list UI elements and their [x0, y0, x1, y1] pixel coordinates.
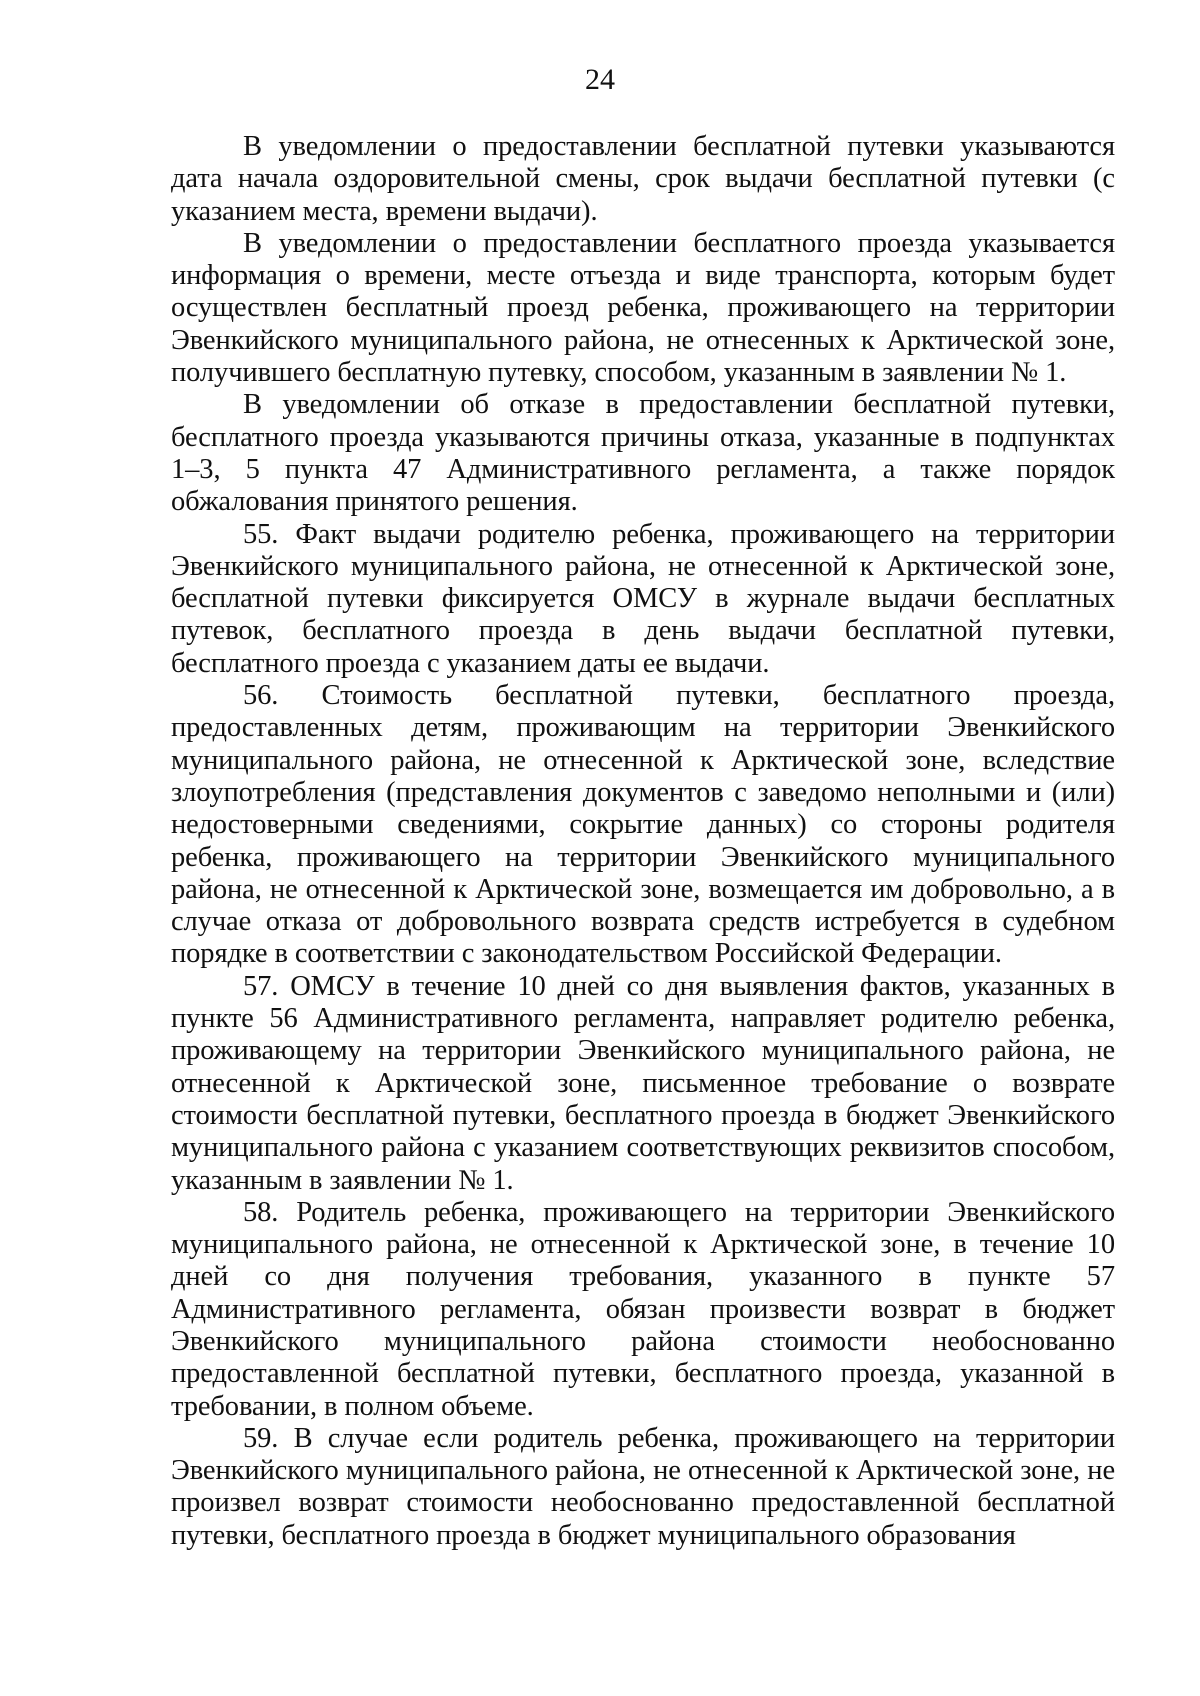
paragraph-refusal-notice: В уведомлении об отказе в предоставлении бесплатной путевки, бесплатного проезда указываются причины отказа, указанные в подпунктах 1–3, 5 пункта 47 Административного регламента, а также порядок обжалования принятого решения. — [171, 389, 1115, 518]
paragraph-59: 59. В случае если родитель ребенка, проживающего на территории Эвенкийского муниципального района, не отнесенной к Арктической зоне, не произвел возврат стоимости необоснованно предоставленной бесплатной путевки, бесплатного проезда в бюджет муниципального образования — [171, 1422, 1115, 1551]
document-body — [171, 131, 1115, 1552]
paragraph-56: 56. Стоимость бесплатной путевки, бесплатного проезда, предоставленных детям, проживающим на территории Эвенкийского муниципального района, не отнесенной к Арктической зоне, вследствие злоупотребления (представления документов с заведомо неполными и (или) недостоверными сведениями, сокрытие данных) со стороны родителя ребенка, проживающего на территории Эвенкийского муниципального района, не отнесенной к Арктической зоне, возмещается им добровольно, а в случае отказа от добровольного возврата средств истребуется в судебном порядке в соответствии с законодательством Российской Федерации. — [171, 680, 1115, 970]
paragraph-58: 58. Родитель ребенка, проживающего на территории Эвенкийского муниципального района, не отнесенной к Арктической зоне, в течение 10 дней со дня получения требования, указанного в пункте 57 Административного регламента, обязан произвести возврат в бюджет Эвенкийского муниципального района стоимости необоснованно предоставленной бесплатной путевки, бесплатного проезда, указанной в требовании, в полном объеме. — [171, 1196, 1115, 1422]
paragraph-55: 55. Факт выдачи родителю ребенка, проживающего на территории Эвенкийского муниципального района, не отнесенной к Арктической зоне, бесплатной путевки фиксируется ОМСУ в журнале выдачи бесплатных путевок, бесплатного проезда в день выдачи бесплатной путевки, бесплатного проезда с указанием даты ее выдачи. — [171, 518, 1115, 679]
page-number: 24 — [585, 63, 615, 96]
paragraph-travel-notice: В уведомлении о предоставлении бесплатного проезда указывается информация о времени, месте отъезда и виде транспорта, которым будет осуществлен бесплатный проезд ребенка, проживающего на территории Эвенкийского муниципального района, не отнесенных к Арктической зоне, получившего бесплатную путевку, способом, указанным в заявлении № 1. — [171, 227, 1115, 389]
paragraph-57: 57. ОМСУ в течение 10 дней со дня выявления фактов, указанных в пункте 56 Административного регламента, направляет родителю ребенка, проживающему на территории Эвенкийского муниципального района, не отнесенной к Арктической зоне, письменное требование о возврате стоимости бесплатной путевки, бесплатного проезда в бюджет Эвенкийского муниципального района с указанием соответствующих реквизитов способом, указанным в заявлении № 1. — [171, 970, 1115, 1196]
paragraph-voucher-notice: В уведомлении о предоставлении бесплатной путевки указываются дата начала оздоровительной смены, срок выдачи бесплатной путевки (с указанием места, времени выдачи). — [171, 131, 1115, 227]
